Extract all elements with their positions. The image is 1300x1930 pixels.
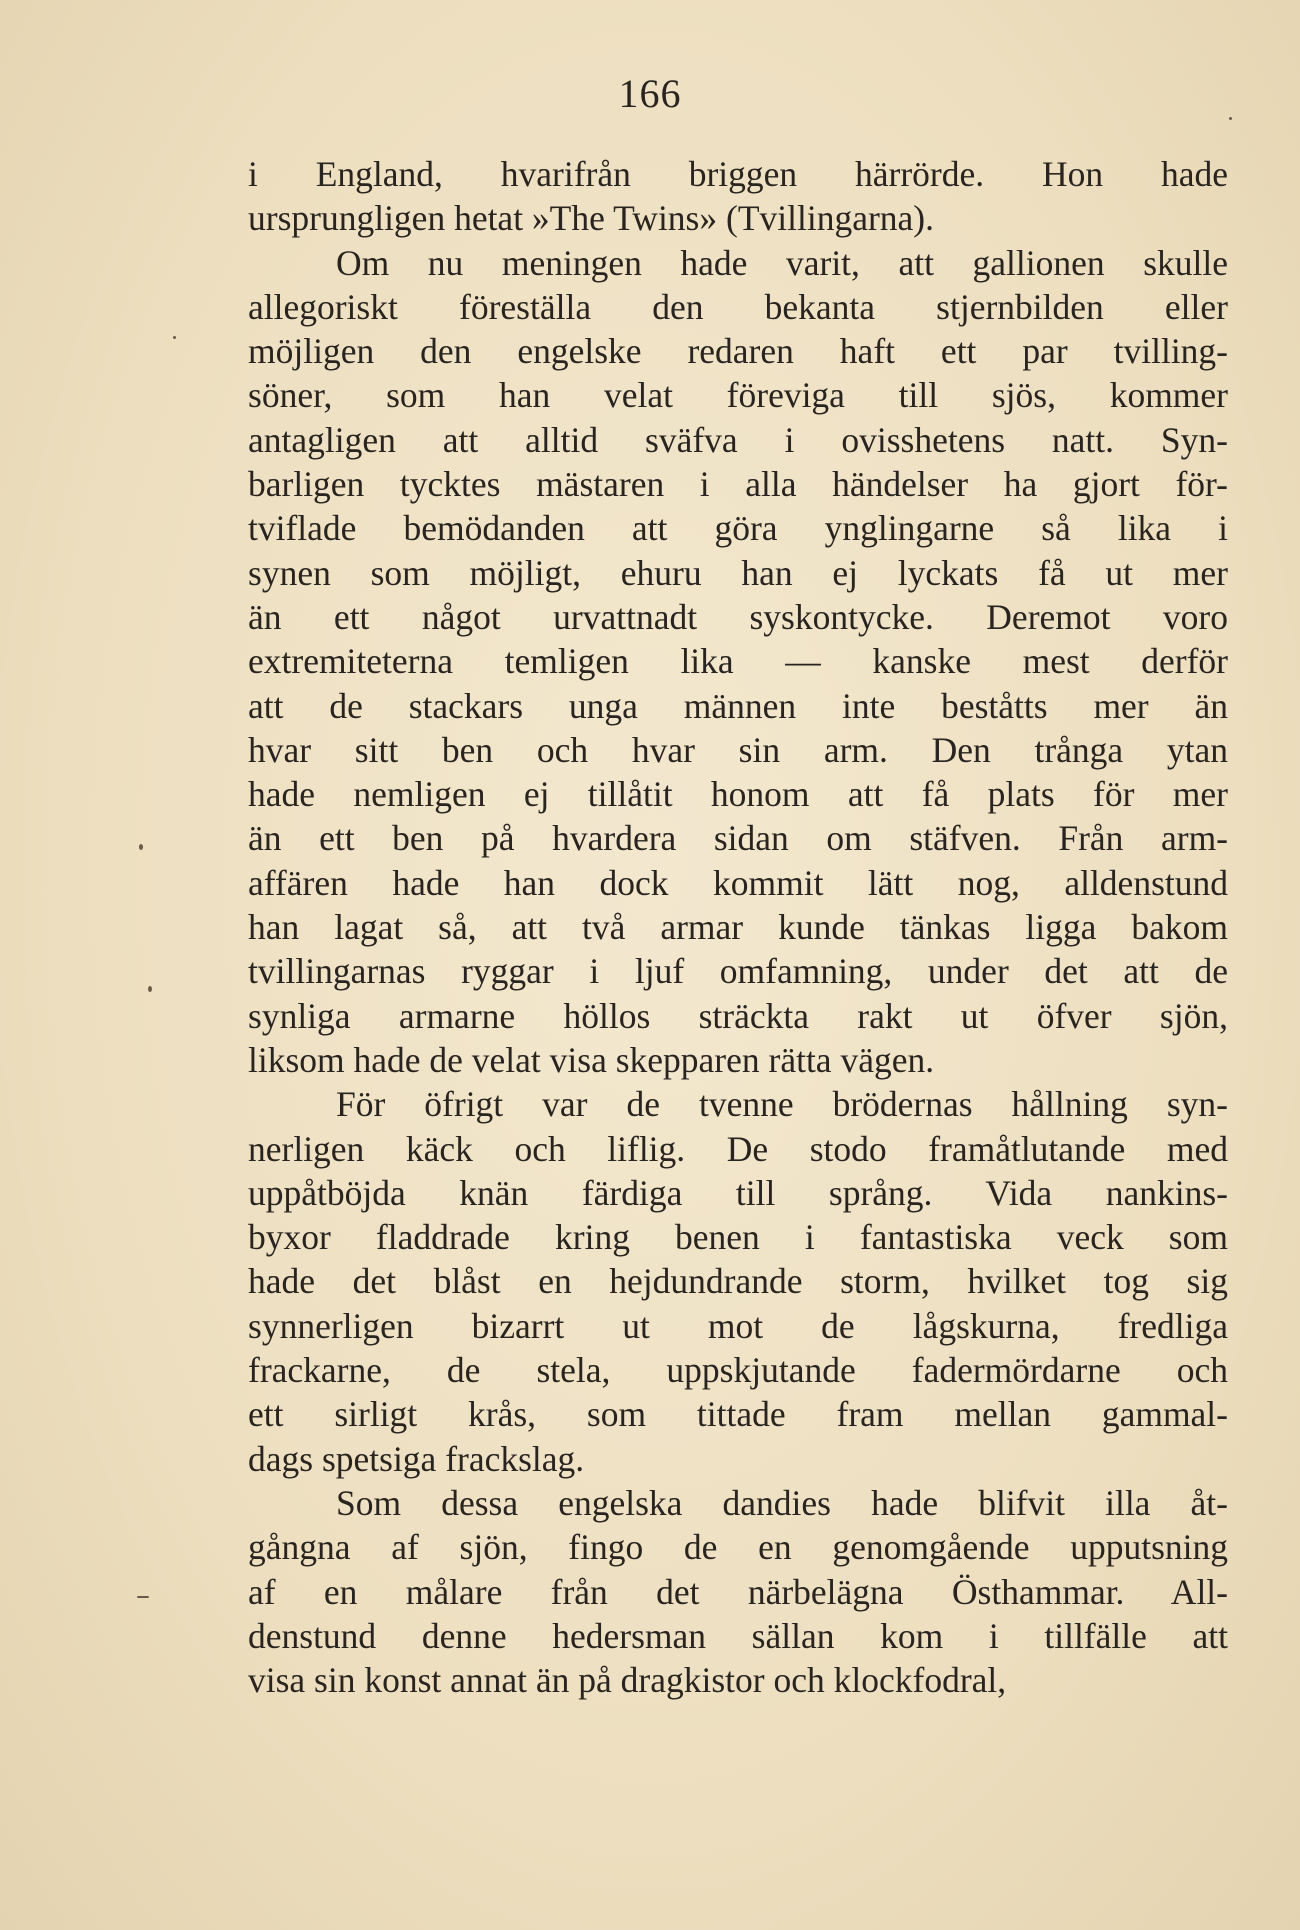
- text-line: synen som möjligt, ehuru han ej lyckats få ut mer: [248, 552, 1228, 593]
- paragraph: [248, 152, 1228, 241]
- text-line: gångna af sjön, fingo de en genomgående upputsning: [248, 1527, 1228, 1568]
- text-line: än ett något urvattnadt syskontycke. Deremot voro: [248, 596, 1228, 637]
- text-line: att de stackars unga männen inte beståtts mer än: [248, 685, 1228, 726]
- text-line: han lagat så, att två armar kunde tänkas ligga bakom: [248, 907, 1228, 948]
- page-number: 166: [618, 71, 682, 116]
- text-line: denstund denne hedersman sällan kom i tillfälle att: [248, 1615, 1228, 1656]
- text-line: synnerligen bizarrt ut mot de lågskurna, fredliga: [248, 1305, 1228, 1346]
- text-line: tvillingarnas ryggar i ljuf omfamning, under det att de: [248, 951, 1228, 992]
- text-line: tviflade bemödanden att göra ynglingarne så lika i: [248, 508, 1228, 549]
- text-line: frackarne, de stela, uppskjutande fadermördarne och: [248, 1350, 1228, 1391]
- text-line: uppåtböjda knän färdiga till språng. Vida nankins-: [248, 1172, 1228, 1213]
- text-line: nerligen käck och liflig. De stodo framåtlutande med: [248, 1128, 1228, 1169]
- text-line: För öfrigt var de tvenne brödernas hållning syn-: [336, 1084, 1228, 1125]
- text-line: extremiteterna temligen lika — kanske mest derför: [248, 641, 1228, 682]
- paragraph: [248, 241, 1228, 1083]
- text-line: byxor fladdrade kring benen i fantastiska veck som: [248, 1217, 1228, 1258]
- text-line: antagligen att alltid sväfva i ovisshetens natt. Syn-: [248, 419, 1228, 460]
- paper-speck: [139, 844, 143, 850]
- text-line: hade nemligen ej tillåtit honom att få plats för mer: [248, 774, 1228, 815]
- text-line: dags spetsiga frackslag.: [248, 1438, 585, 1479]
- text-line: Som dessa engelska dandies hade blifvit illa åt-: [336, 1482, 1228, 1523]
- text-line: söner, som han velat föreviga till sjös, kommer: [248, 375, 1228, 416]
- text-line: liksom hade de velat visa skepparen rätta vägen.: [248, 1039, 935, 1080]
- paragraph: [248, 1481, 1228, 1702]
- text-line: barligen tycktes mästaren i alla händelser ha gjort för-: [248, 464, 1228, 505]
- text-line: affären hade han dock kommit lätt nog, alldenstund: [248, 862, 1228, 903]
- text-line: ett sirligt krås, som tittade fram mellan gammal-: [248, 1394, 1228, 1435]
- paper-speck: [1229, 117, 1232, 120]
- paper-speck: [173, 336, 176, 339]
- text-line: allegoriskt föreställa den bekanta stjernbilden eller: [248, 286, 1228, 327]
- text-line: möjligen den engelske redaren haft ett par tvilling-: [248, 331, 1228, 372]
- text-line: synliga armarne höllos sträckta rakt ut öfver sjön,: [248, 995, 1228, 1036]
- paper-speck: [137, 1596, 149, 1598]
- text-line: hade det blåst en hejdundrande storm, hvilket tog sig: [248, 1261, 1228, 1302]
- text-line: hvar sitt ben och hvar sin arm. Den trånga ytan: [248, 729, 1228, 770]
- text-line: af en målare från det närbelägna Östhammar. All-: [248, 1571, 1228, 1612]
- paragraph: [248, 1082, 1228, 1481]
- text-line: visa sin konst annat än på dragkistor och klockfodral,: [248, 1660, 1007, 1701]
- text-line: i England, hvarifrån briggen härrörde. Hon hade: [248, 154, 1228, 194]
- text-line: än ett ben på hvardera sidan om stäfven. Från arm-: [248, 818, 1228, 859]
- body-text: [248, 152, 1228, 1702]
- text-line: ursprungligen hetat »The Twins» (Tvillingarna).: [248, 198, 934, 239]
- paper-speck: [148, 986, 152, 992]
- text-line: Om nu meningen hade varit, att gallionen skulle: [336, 242, 1228, 283]
